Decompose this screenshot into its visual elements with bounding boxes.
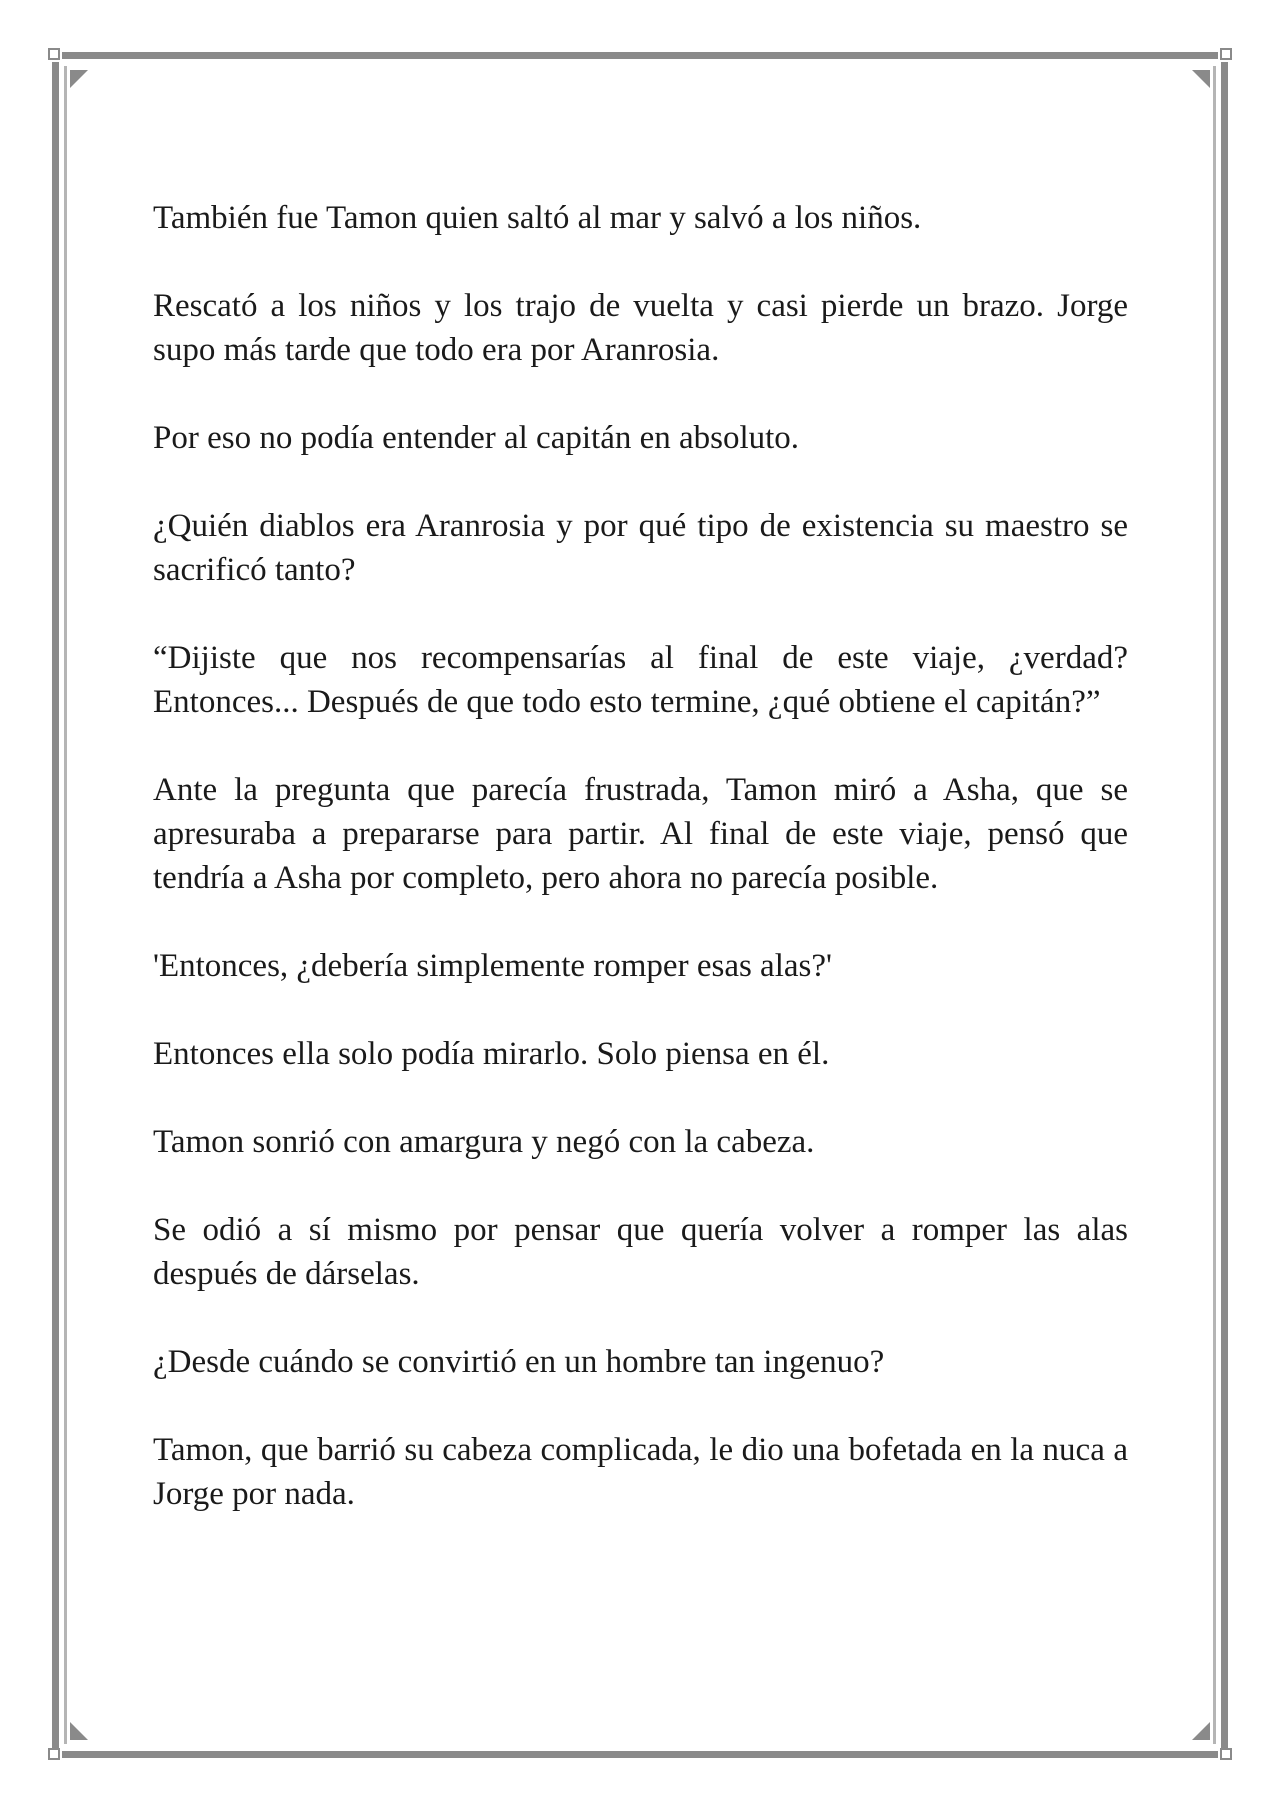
frame-bottom-border [62, 1751, 1218, 1758]
frame-inner-left-border [64, 66, 67, 1744]
paragraph: ¿Desde cuándo se convirtió en un hombre tan ingenuo? [153, 1344, 885, 1380]
corner-square-bottom-right [1220, 1748, 1232, 1760]
paragraph: Se odió a sí mismo por pensar que quería volver a romper las alas después de dárselas. [153, 1212, 1128, 1292]
paragraph: ¿Quién diablos era Aranrosia y por qué tipo de existencia su maestro se sacrificó tanto? [153, 508, 1128, 588]
corner-square-bottom-left [48, 1748, 60, 1760]
page-text [153, 196, 1128, 1560]
corner-triangle-bottom-left [70, 1722, 88, 1740]
paragraph: 'Entonces, ¿debería simplemente romper esas alas?' [153, 948, 832, 984]
corner-square-top-right [1220, 48, 1232, 60]
corner-square-top-left [48, 48, 60, 60]
corner-triangle-top-right [1192, 70, 1210, 88]
paragraph: Entonces ella solo podía mirarlo. Solo piensa en él. [153, 1036, 830, 1072]
frame-top-border [62, 52, 1218, 59]
frame-inner-right-border [1213, 66, 1216, 1744]
paragraph: Tamon, que barrió su cabeza complicada, le dio una bofetada en la nuca a Jorge por nada. [153, 1432, 1128, 1512]
paragraph: Tamon sonrió con amargura y negó con la cabeza. [153, 1124, 815, 1160]
corner-triangle-bottom-right [1192, 1722, 1210, 1740]
frame-right-border [1221, 62, 1228, 1748]
paragraph: Por eso no podía entender al capitán en absoluto. [153, 420, 800, 456]
paragraph: Ante la pregunta que parecía frustrada, Tamon miró a Asha, que se apresuraba a prepararse para partir. Al final de este viaje, pensó que tendría a Asha por completo, pero ahora no parecía posible. [153, 772, 1128, 896]
frame-left-border [52, 62, 59, 1748]
paragraph: “Dijiste que nos recompensarías al final de este viaje, ¿verdad? Entonces... Después de que todo esto termine, ¿qué obtiene el capitán?” [153, 640, 1128, 720]
paragraph: También fue Tamon quien saltó al mar y salvó a los niños. [153, 200, 922, 236]
corner-triangle-top-left [70, 70, 88, 88]
paragraph: Rescató a los niños y los trajo de vuelta y casi pierde un brazo. Jorge supo más tarde que todo era por Aranrosia. [153, 288, 1128, 368]
